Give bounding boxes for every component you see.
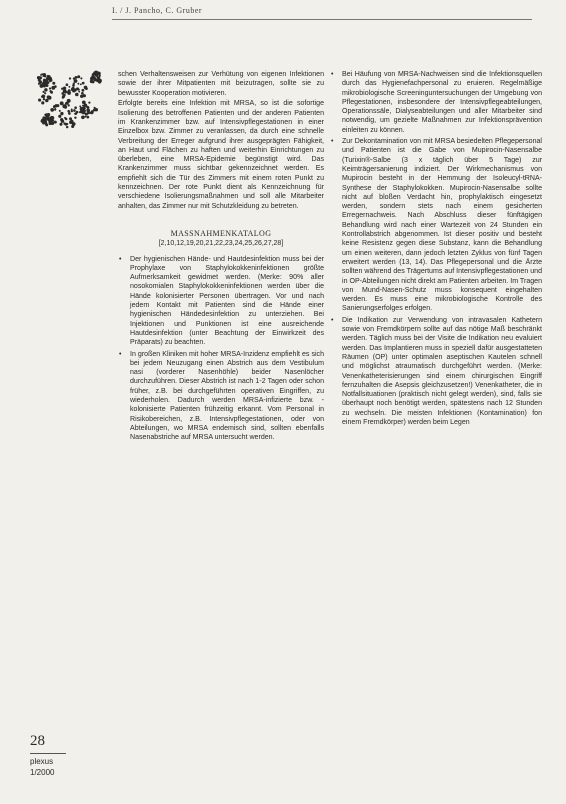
list-item-text: Zur Dekontamination von mit MRSA besiedelten Pflegepersonal und Patienten ist die Gabe von Mupirocin-Nasensalbe (Turixin®-Salbe (3 x täglich über 5 Tage) zur Keimträgersanierung indiziert. Der Wirkmechanismus von Mupirocin besteht in der Hemmung der Isoleucyl-tRNA-Synthese der Staphylokokken. Mupirocin-Nasensalbe sollte nicht auf bloßen Verdacht hin, prophylaktisch eingesetzt werden, sondern stets nach einem gesicherten Erregernachweis. Nach Abschluss dieser fünftägigen Behandlung wird nach einer Wartezeit von 24 Stunden ein Kontrollabstrich abgenommen. Ist dieser positiv und besteht keine Resistenz gegen diese Substanz, kann die Behandlung um einen weiteren, dann jedoch letzten Zyklus von fünf Tagen erweitert werden (13, 14). Das Pflegepersonal und die Ärzte sollten während des Trägertums auf Intensivpflegestationen und in OP-Abteilungen nicht direkt am Patienten arbeiten. Im Tragen von Mund-Nasen-Schutz muss konsequent eingehalten werden. Es muss eine mikrobiologische Kontrolle des Sanierungserfolges erfolgen.	[342, 138, 542, 313]
cluster-dot	[67, 99, 71, 103]
cluster-dot	[44, 117, 47, 120]
journal-info	[30, 756, 54, 778]
cluster-dot	[44, 75, 47, 78]
cluster-dot	[84, 116, 86, 118]
cluster-dot	[67, 110, 70, 113]
cluster-dot	[85, 86, 87, 88]
cluster-dot	[83, 94, 86, 97]
cluster-dot	[49, 78, 51, 80]
cluster-dot	[88, 101, 90, 103]
cluster-dot	[49, 90, 51, 92]
list-item	[330, 70, 542, 135]
cluster-dot	[78, 91, 80, 93]
cluster-dot	[70, 118, 72, 120]
right-column	[330, 70, 542, 429]
paragraph: schen Verhaltensweisen zur Verhütung von eigenen Infektionen sowie der ihrer Mitpatienten mit beizutragen, sollte sie zu bewusster Kooperation motivieren.	[118, 71, 324, 97]
cluster-dot	[49, 87, 51, 89]
journal-name: plexus	[30, 757, 54, 766]
bullet-icon: •	[331, 316, 334, 324]
cluster-dot	[66, 126, 68, 128]
cluster-dot	[93, 77, 95, 79]
cluster-dot	[66, 83, 69, 86]
list-item-text: In großen Kliniken mit hoher MRSA-Inzidenz empfiehlt es sich bei jedem Neuzugang einen Abstrich aus dem Vestibulum nasi (vorderer Nasenhöhle) beider Nasenlöcher durchzuführen. Dieser Abstrich ist nach 1-2 Tagen oder schon früher, z.B. bei durchgeführten operativen Eingriffen, zu wiederholen. Dadurch werden MRSA-infizierte bzw. -kolonisierte Patienten frühzeitig erkannt. Vom Personal in Risikobereichen, z.B. Intensivpflegestationen, oder von Abteilungen, wo MRSA endemisch sind, sollten ebenfalls Nasenabstriche auf MRSA untersucht werden.	[130, 350, 324, 442]
cluster-dot	[50, 108, 54, 112]
cluster-dot	[41, 101, 44, 104]
cluster-dot	[45, 113, 48, 116]
cluster-dot	[97, 76, 100, 79]
list-item	[118, 255, 324, 348]
left-column	[118, 70, 324, 444]
cluster-dot	[81, 89, 84, 92]
cluster-dot	[40, 84, 44, 88]
list-item	[330, 137, 542, 314]
cluster-dot	[74, 106, 77, 109]
bullet-icon: •	[119, 255, 122, 263]
cluster-dot	[82, 82, 85, 85]
cluster-dot	[40, 74, 42, 76]
cluster-dot	[81, 109, 83, 111]
cluster-dot	[92, 73, 94, 75]
cluster-dot	[73, 82, 75, 84]
cluster-dot	[69, 120, 73, 124]
cluster-dot	[87, 109, 90, 112]
page-number-divider	[30, 753, 66, 754]
cluster-dot	[71, 125, 74, 128]
list-item	[330, 316, 542, 428]
cluster-dot	[44, 92, 46, 94]
list-item	[118, 350, 324, 443]
cluster-dot	[96, 75, 98, 77]
cluster-dot	[43, 79, 46, 82]
list-item-text: Bei Häufung von MRSA-Nachweisen sind die Infektionsquellen durch das Hygienefachpersonal zu eruieren. Regelmäßige mikrobiologische Screeninguntersuchungen der Umgebung von Pflegestationen, insbesondere der Intensivpflegeabteilungen, Operationssäle, Dialyseabteilungen und aller Mitarbeiter sind notwendig, um gezielte Maßnahmen zur Infektionsprävention einleiten zu können.	[342, 71, 542, 134]
cluster-dot	[66, 123, 68, 125]
cluster-dot	[64, 90, 67, 93]
cluster-dot	[91, 112, 93, 114]
cluster-dot	[58, 115, 61, 118]
cluster-dot	[60, 112, 63, 115]
section-title: MASSNAHMENKATALOG	[170, 228, 272, 238]
cluster-dot	[75, 76, 78, 79]
cluster-dot	[59, 123, 62, 126]
cluster-dot	[49, 119, 51, 121]
cluster-dot	[61, 119, 64, 122]
header-authors: I. / J. Pancho, C. Gruber	[112, 6, 203, 15]
cluster-dot	[77, 83, 79, 85]
cluster-dot	[55, 104, 58, 107]
cluster-dot	[81, 116, 85, 120]
journal-issue: 1/2000	[30, 768, 55, 777]
cluster-dot	[47, 95, 51, 99]
list-item-text: Der hygienischen Hände- und Hautdesinfektion muss bei der Prophylaxe von Staphylokokkeninfektionen größte Aufmerksamkeit gewidmet werden. (Merke: 90% aller nosokomialen Staphylokokkeninfektionen werden über die Hände kolonisierter Personen übertragen. Vor und nach jedem Kontakt mit Patienten sind die Hände einer hygienischen Händedesinfektion zu unterziehen. Bei Injektionen und Punktionen ist eine ausreichende Hautdesinfektion (unter Beachtung der Einwirkzeit des Präparats) zu beachten.	[130, 255, 324, 347]
cluster-dot	[38, 83, 40, 85]
cluster-dot	[51, 86, 55, 90]
cluster-dot	[97, 72, 101, 76]
cluster-dot	[43, 98, 45, 100]
cluster-dot	[68, 104, 70, 106]
cluster-dot	[65, 102, 68, 105]
cluster-dot	[63, 122, 65, 125]
cluster-dot	[42, 94, 46, 98]
cluster-dot	[77, 75, 80, 78]
paragraph: Erfolgte bereits eine Infektion mit MRSA, so ist die sofortige Isolierung des betroffenen Patienten und der anderen Patienten im Krankenzimmer bzw. auf Intensivpflegestationen in einer Einzelbox bzw. Zimmer zu veranlassen, da durch eine schnelle Verbreitung der Erreger aufgrund ihrer ausgeprägten Fähigkeit, an Haut und Flächen zu haften und weiterhin Einrichtungen zu überleben, eine MRSA-Epidemie begünstigt wird. Das Krankenzimmer muss sichtbar gekennzeichnet werden. Es empfiehlt sich die Tür des Zimmers mit einem roten Punkt zu kennzeichnen. Der rote Punkt dient als Kennzeichnung für verschiedene Isolierungsmaßnahmen und soll alle Mitarbeiter anhalten, das Zimmer nur mit Schutzkleidung zu betreten.	[118, 100, 324, 210]
cluster-dot	[52, 120, 54, 122]
cluster-dot	[90, 77, 93, 80]
cluster-dot	[98, 80, 101, 83]
cluster-dot	[45, 99, 49, 103]
bullet-icon: •	[331, 71, 334, 78]
bullet-icon: •	[119, 350, 122, 358]
cluster-dot	[52, 82, 55, 85]
cluster-dot	[54, 109, 56, 111]
cluster-dot	[65, 118, 68, 121]
cluster-dot	[93, 71, 95, 73]
cluster-dot	[68, 86, 70, 88]
cluster-dot	[38, 99, 41, 102]
page-number: 28	[30, 733, 45, 749]
cluster-dot	[44, 88, 47, 91]
list-item-text: Die Indikation zur Verwendung von intravasalen Kathetern sowie von Fremdkörpern sollte auf das nötige Maß beschränkt werden. Täglich muss bei der Visite die Indikation neu evaluiert werden. Das Implantieren muss in speziell dafür ausgestatteten Räumen (OP) unter optimalen aseptischen Kautelen schnell und möglichst atraumatisch durchgeführt werden. (Merke: Venenkatheterisierungen sind einem chirurgischen Eingriff fernzuhalten die Asepsis gleichzusetzen!) Venenkatheter, die in Notfallsituationen (praktisch nicht gelegt werden), sind, falls sie überhaupt noch benötigt werden, spätestens nach 12 Stunden zu wechseln. Die meisten Infektionen (Kontamination) fon einem Fremdkörper) werden beim Legen	[342, 316, 542, 426]
cluster-dot	[37, 76, 40, 79]
cluster-dot	[69, 77, 71, 79]
cluster-dot	[45, 123, 48, 126]
cluster-dot	[41, 119, 44, 122]
cluster-dot	[49, 122, 52, 125]
cluster-dot	[73, 109, 76, 112]
cluster-dot	[74, 116, 76, 118]
cluster-dot	[94, 107, 96, 109]
cluster-dot	[46, 77, 50, 81]
cluster-dot	[54, 121, 57, 124]
cluster-dot	[62, 95, 65, 98]
cluster-dot	[80, 77, 82, 79]
section-references: [2,10,12,19,20,21,22,23,24,25,26,27,28]	[158, 240, 284, 248]
dotted-cluster-graphic	[26, 58, 110, 154]
cluster-dot	[80, 83, 82, 85]
cluster-dot	[75, 93, 79, 97]
cluster-dot	[71, 110, 73, 112]
cluster-dot	[75, 112, 78, 115]
cluster-dot	[81, 92, 84, 95]
cluster-dot	[79, 111, 81, 113]
bullet-list	[118, 255, 324, 443]
cluster-dot	[68, 112, 71, 115]
cluster-dot	[47, 75, 49, 77]
bullet-icon: •	[331, 138, 334, 146]
cluster-dot	[59, 110, 61, 112]
cluster-dot	[78, 89, 80, 91]
cluster-dot	[71, 87, 75, 91]
cluster-dot	[64, 105, 67, 108]
running-header	[112, 6, 532, 20]
cluster-dot	[60, 101, 64, 105]
cluster-dot	[67, 91, 70, 94]
cluster-dot	[86, 116, 89, 119]
bullet-list	[330, 70, 542, 427]
